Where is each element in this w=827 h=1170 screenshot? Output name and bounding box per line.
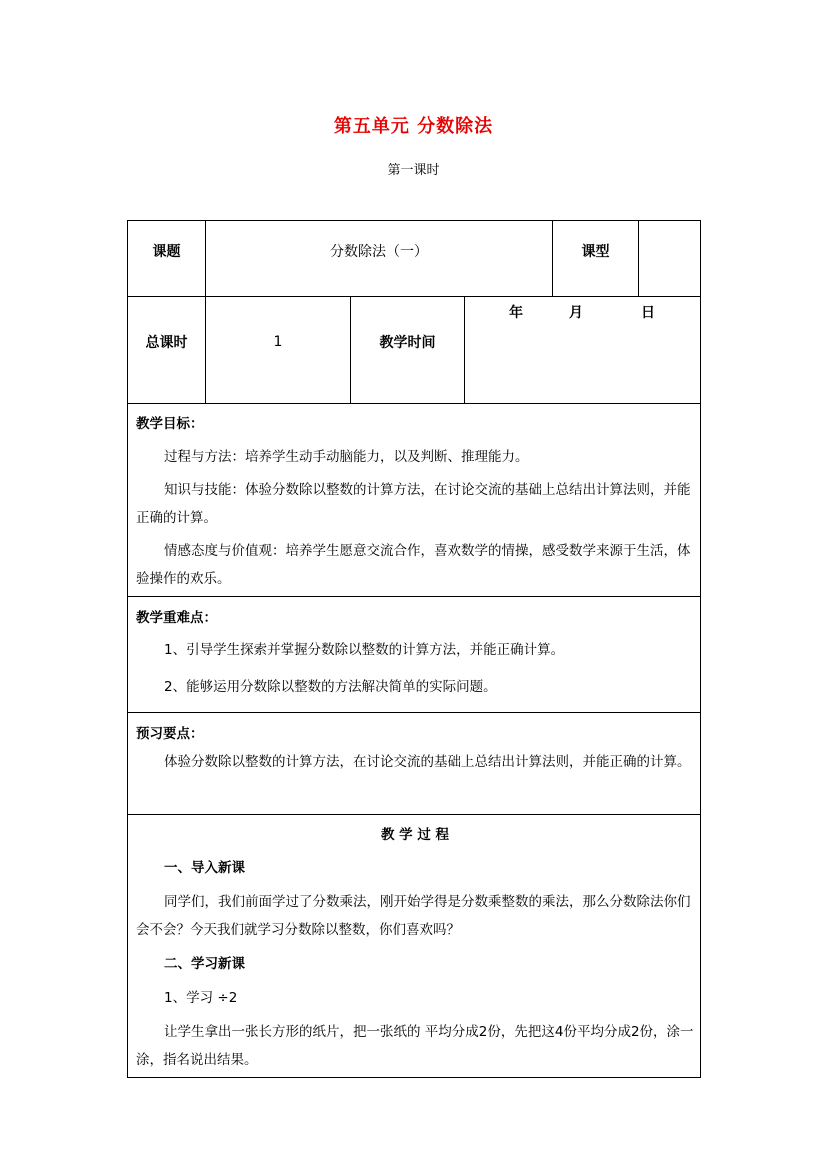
process-heading: 教 学 过 程 [380,827,450,843]
intro-paragraph: 同学们，我们前面学过了分数乘法，刚开始学得是分数乘整数的乘法，那么分数除法你们会不会？今天我们就学习分数除以整数，你们喜欢吗？ [136,894,691,938]
row-divider [128,712,700,713]
topic-value: 分数除法（一） [330,244,428,260]
total-hours-label: 总课时 [145,335,188,351]
total-hours-value: 1 [273,334,283,350]
row-divider [128,596,700,597]
goals-section [136,410,694,593]
year-label: 年 [509,305,523,321]
preview-text: 体验分数除以整数的计算方法，在讨论交流的基础上总结出计算法则，并能正确的计算。 [164,754,691,770]
topic-label: 课题 [152,244,181,260]
goal-item: 知识与技能：体验分数除以整数的计算方法，在讨论交流的基础上总结出计算法则，并能正确的计算。 [136,482,691,526]
page-subtitle: 第一课时 [387,163,440,178]
day-label: 日 [641,305,655,321]
step-heading: 1、学习 ÷2 [164,990,238,1006]
goal-item: 情感态度与价值观：培养学生愿意交流合作，喜欢数学的情操，感受数学来源于生活，体验操作的欢乐。 [136,543,691,587]
section-heading-new: 二、学习新课 [164,956,245,972]
step-paragraph: 让学生拿出一张长方形的纸片，把一张纸的 平均分成2份，先把这4份平均分成2份，涂一涂，指名说出结果。 [136,1024,694,1068]
preview-section [136,720,694,776]
process-section [136,821,694,1074]
row-divider [128,814,700,815]
teaching-time-label: 教学时间 [379,335,436,351]
goal-item: 过程与方法：培养学生动手动脑能力，以及判断、推理能力。 [164,449,529,465]
page-title: 第五单元 分数除法 [333,116,494,137]
month-label: 月 [569,305,583,321]
key-points-heading: 教学重难点： [136,610,217,626]
preview-heading: 预习要点： [136,726,204,742]
key-point-item: 1、引导学生探索并掌握分数除以整数的计算方法，并能正确计算。 [164,642,565,658]
type-value [639,221,701,281]
row-divider [128,403,700,404]
lesson-plan-table [127,220,701,1078]
type-label: 课型 [581,244,610,260]
key-point-item: 2、能够运用分数除以整数的方法解决简单的实际问题。 [164,679,497,695]
section-heading-intro: 一、导入新课 [164,860,245,876]
teaching-date [465,296,701,326]
goals-heading: 教学目标： [136,416,204,432]
key-points-section [136,604,694,701]
